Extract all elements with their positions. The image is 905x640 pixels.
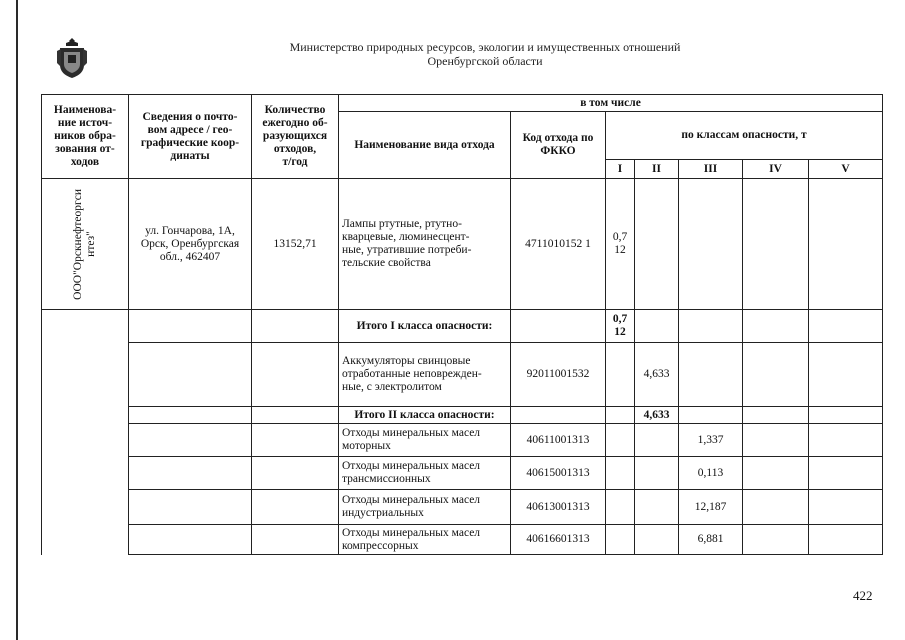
class-2-cell: [635, 490, 679, 525]
empty-cell: [252, 407, 339, 424]
waste-name-cell: Итого II класса опасности:: [339, 407, 511, 424]
empty-cell: [129, 343, 252, 407]
table-row: [42, 490, 883, 525]
class-4-cell: [743, 407, 809, 424]
waste-name-cell: Аккумуляторы свинцовые отработанные неповрежден- ные, с электролитом: [339, 343, 511, 407]
class-5-cell: [809, 457, 883, 490]
empty-cell: [252, 310, 339, 343]
table-row: [42, 424, 883, 457]
waste-name-cell: Отходы минеральных масел индустриальных: [339, 490, 511, 525]
class-2-cell: [635, 525, 679, 555]
empty-cell: [252, 424, 339, 457]
class-2-cell: [635, 310, 679, 343]
class-3-cell: [679, 179, 743, 310]
class-2-cell: 4,633: [635, 407, 679, 424]
address-cell: ул. Гончарова, 1А, Орск, Оренбургская обл., 462407: [129, 179, 252, 310]
class-4-cell: [743, 457, 809, 490]
ministry-header: [250, 40, 720, 68]
class-4-cell: [743, 179, 809, 310]
class-1-cell: [606, 525, 635, 555]
class-5-cell: [809, 525, 883, 555]
waste-name-cell: Отходы минеральных масел трансмиссионных: [339, 457, 511, 490]
header-waste-name: Наименование вида отхода: [339, 112, 511, 179]
header-class-2: II: [635, 160, 679, 179]
empty-cell: [42, 525, 129, 555]
class-2-cell: [635, 424, 679, 457]
class-1-cell: [606, 457, 635, 490]
class-1-cell: [606, 424, 635, 457]
waste-name-cell: Итого I класса опасности:: [339, 310, 511, 343]
header-line-1: Министерство природных ресурсов, экологии и имущественных отношений: [289, 40, 681, 54]
waste-name-cell: Отходы минеральных масел моторных: [339, 424, 511, 457]
header-class-1: I: [606, 160, 635, 179]
class-3-cell: 12,187: [679, 490, 743, 525]
class-4-cell: [743, 525, 809, 555]
class-4-cell: [743, 424, 809, 457]
class-5-cell: [809, 179, 883, 310]
fkko-code-cell: 4711010152 1: [511, 179, 606, 310]
empty-cell: [129, 490, 252, 525]
header-address: Сведения о почто- вом адресе / гео- графические коор- динаты: [129, 95, 252, 179]
table-row: [42, 179, 883, 310]
source-name-cell: [42, 179, 129, 310]
class-5-cell: [809, 424, 883, 457]
header-including: в том числе: [339, 95, 883, 112]
page-number: 422: [853, 588, 873, 603]
empty-cell: [42, 490, 129, 525]
class-1-cell: [606, 407, 635, 424]
coat-of-arms-icon: [57, 37, 87, 79]
table-row: [42, 525, 883, 555]
class-5-cell: [809, 490, 883, 525]
class-1-cell: [606, 490, 635, 525]
empty-cell: [252, 343, 339, 407]
header-class-3: III: [679, 160, 743, 179]
class-2-cell: [635, 457, 679, 490]
waste-table: [41, 94, 883, 555]
class-1-cell: [606, 343, 635, 407]
header-quantity: Количество ежегодно об- разующихся отходов, т/год: [252, 95, 339, 179]
header-fkko: Код отхода по ФККО: [511, 112, 606, 179]
table-row: [42, 457, 883, 490]
fkko-code-cell: 40611001313: [511, 424, 606, 457]
fkko-code-cell: 40615001313: [511, 457, 606, 490]
empty-cell: [129, 310, 252, 343]
empty-cell: [129, 457, 252, 490]
empty-cell: [252, 457, 339, 490]
header-hazard-classes: по классам опасности, т: [606, 112, 883, 160]
class-3-cell: 6,881: [679, 525, 743, 555]
binding-margin-line: [16, 0, 18, 640]
source-name: ООО"Орскнефтеоргси нтез": [72, 188, 97, 300]
class-2-cell: [635, 179, 679, 310]
fkko-code-cell: 40613001313: [511, 490, 606, 525]
header-class-4: IV: [743, 160, 809, 179]
class-3-cell: 0,113: [679, 457, 743, 490]
header-line-2: Оренбургской области: [427, 54, 543, 68]
empty-cell: [252, 490, 339, 525]
class-1-cell: 0,7 12: [606, 310, 635, 343]
fkko-code-cell: [511, 407, 606, 424]
empty-cell: [42, 457, 129, 490]
empty-cell: [129, 424, 252, 457]
class-3-cell: [679, 343, 743, 407]
empty-cell: [42, 424, 129, 457]
class-1-cell: 0,7 12: [606, 179, 635, 310]
header-class-5: V: [809, 160, 883, 179]
class-4-cell: [743, 310, 809, 343]
class-3-cell: [679, 310, 743, 343]
header-source: Наименова- ние источ- ников обра- зования от- ходов: [42, 95, 129, 179]
class-4-cell: [743, 343, 809, 407]
class-3-cell: 1,337: [679, 424, 743, 457]
table-total-row: [42, 407, 883, 424]
waste-name-cell: Отходы минеральных масел компрессорных: [339, 525, 511, 555]
quantity-cell: 13152,71: [252, 179, 339, 310]
class-5-cell: [809, 310, 883, 343]
empty-cell: [129, 407, 252, 424]
waste-name-cell: Лампы ртутные, ртутно- кварцевые, люминесцент- ные, утратившие потреби- тельские свойства: [339, 179, 511, 310]
empty-cell: [42, 343, 129, 407]
empty-cell: [42, 407, 129, 424]
empty-cell: [129, 525, 252, 555]
table-row: [42, 343, 883, 407]
fkko-code-cell: 92011001532: [511, 343, 606, 407]
table-total-row: [42, 310, 883, 343]
empty-cell: [42, 310, 129, 343]
class-4-cell: [743, 490, 809, 525]
class-5-cell: [809, 407, 883, 424]
class-5-cell: [809, 343, 883, 407]
fkko-code-cell: 40616601313: [511, 525, 606, 555]
fkko-code-cell: [511, 310, 606, 343]
class-3-cell: [679, 407, 743, 424]
class-2-cell: 4,633: [635, 343, 679, 407]
empty-cell: [252, 525, 339, 555]
